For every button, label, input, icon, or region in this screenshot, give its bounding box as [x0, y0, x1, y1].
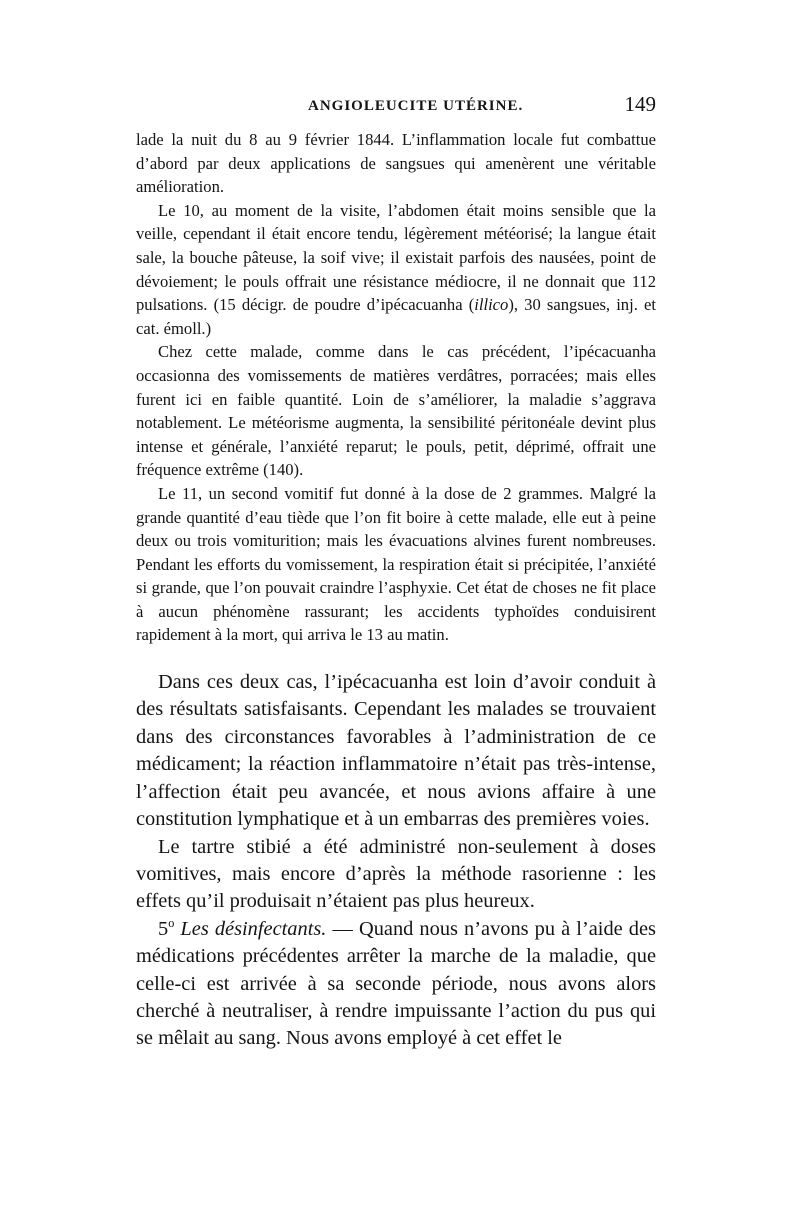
paragraph-vomiting: Chez cette malade, comme dans le cas précédent, l’ipécacuanha occasionna des vomissements de matières verdâtres, porracées; mais elles furent ici en faible quantité. Loin de s’améliorer, la maladie s’aggrava notablement. Le météorisme augmenta, la sensibilité péritonéale devint plus intense et générale, l’anxiété reparut; le pouls, petit, déprimé, offrait une fréquence extrême (140). — [136, 342, 656, 480]
section-title: Les désinfectants. — [180, 917, 327, 940]
running-title: ANGIOLEUCITE UTÉRINE. — [308, 98, 524, 114]
paragraph-continuation: lade la nuit du 8 au 9 février 1844. L’inflammation locale fut combattue d’abord par deux applications de sangsues qui amenèrent une véritable amélioration. — [136, 130, 656, 197]
italic-term: illico — [474, 295, 509, 315]
paragraph-day-11: Le 11, un second vomitif fut donné à la dose de 2 grammes. Malgré la grande quantité d’eau tiède que l’on fit boire à cette malade, elle eut à peine deux ou trois vomiturition; mais les évacuations alvines furent nombreuses. Pendant les efforts du vomissement, la respiration était si précipitée, l’anxiété si grande, que l’on pouvait craindre l’asphyxie. Cet état de choses ne fit place à aucun phénomène rassurant; les accidents typhoïdes conduisirent rapidement à la mort, qui arriva le 13 au matin. — [136, 483, 656, 645]
paragraph-tartre-stibie: Le tartre stibié a été administré non-seulement à doses vomitives, mais encore d’après la méthode rasorienne : les effets qu’il produisait n’étaient pas plus heureux. — [136, 835, 656, 913]
paragraph-text: Le 10, au moment de la visite, l’abdomen était moins sensible que la veille, cependant il était encore tendu, légèrement météorisé; la langue était sale, la bouche pâteuse, la soif vive; il existait parfois des nausées, point de dévoiement; le pouls offrait une résistance médiocre, il ne donnait que 112 pulsations. (15 décigr. de poudre d’ipécacuanha ( — [136, 200, 656, 315]
page-header — [136, 92, 656, 126]
ordinal-indicator: o — [168, 915, 175, 930]
paragraph-text: — Quand nous n’avons pu à l’aide des médications précédentes arrêter la marche de la maladie, que celle-ci est arrivée à sa seconde période, nous avons alors cherché à neutraliser, à rendre impuissante l’action du pus qui se mêlait au sang. Nous avons employé à cet effet le — [136, 917, 656, 1050]
paragraph-text: ), 30 sangsues, inj. et cat. émoll.) — [136, 295, 656, 338]
page-number: 149 — [624, 92, 656, 116]
main-text — [136, 669, 656, 1053]
paragraph-day-10 — [136, 199, 656, 341]
paragraph-discussion: Dans ces deux cas, l’ipécacuanha est loin d’avoir conduit à des résultats satisfaisants. Cependant les malades se trouvaient dans des circonstances favorables à l’administration de ce médicament; la réaction inflammatoire n’était pas très-intense, l’affection était peu avancée, et nous avions affaire à une constitution lymphatique et à un embarras des premières voies. — [136, 671, 656, 831]
book-page — [136, 92, 656, 1053]
paragraph-desinfectants — [136, 916, 656, 1053]
section-number: 5 — [158, 917, 169, 940]
case-report-text — [136, 128, 656, 647]
